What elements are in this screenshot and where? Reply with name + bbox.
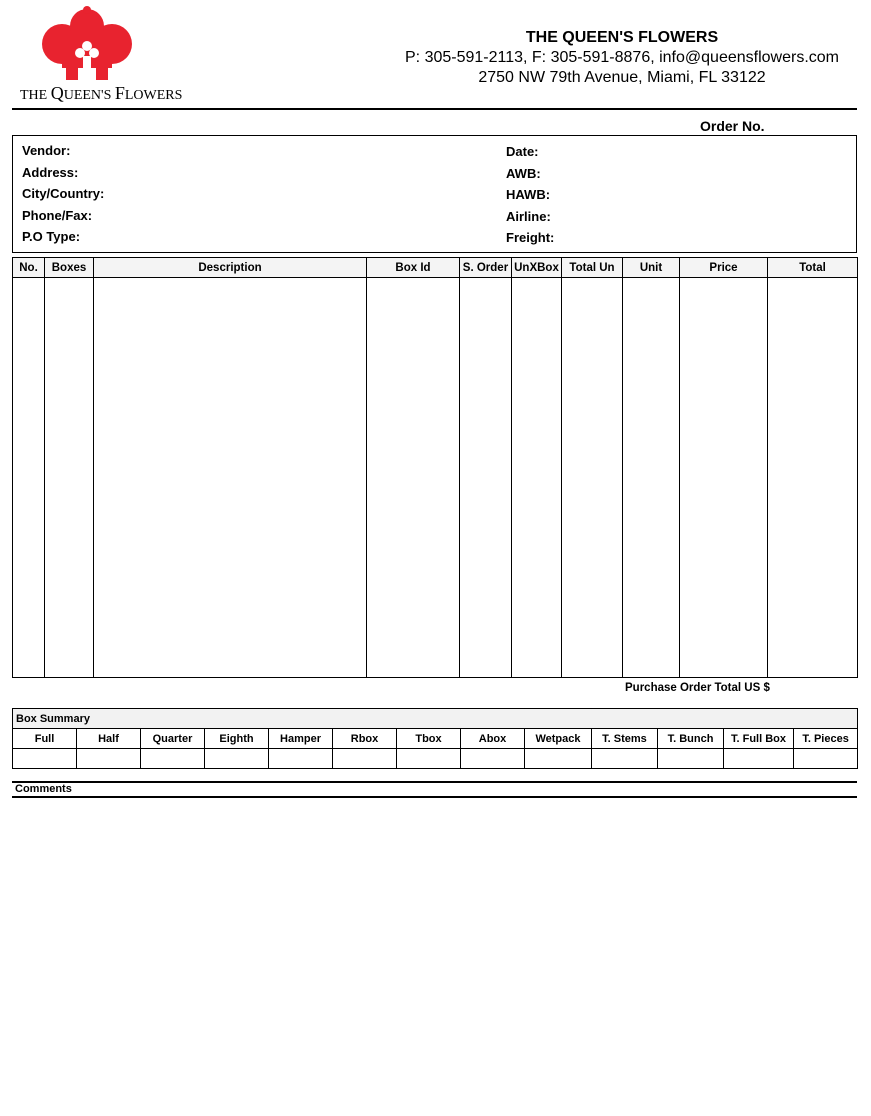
cell-boxes[interactable] bbox=[45, 278, 94, 678]
box-summary-table bbox=[12, 708, 858, 769]
company-logo bbox=[20, 6, 183, 104]
cell-price[interactable] bbox=[680, 278, 768, 678]
comments-label: Comments bbox=[15, 783, 72, 795]
summary-header-t-pieces: T. Pieces bbox=[794, 729, 858, 749]
summary-cell-tbox[interactable] bbox=[397, 749, 461, 769]
summary-header-tbox: Tbox bbox=[397, 729, 461, 749]
address-label: Address: bbox=[22, 165, 79, 180]
summary-cell-hamper[interactable] bbox=[269, 749, 333, 769]
airline-label: Airline: bbox=[506, 209, 551, 224]
box-summary-header-row bbox=[13, 729, 858, 749]
date-label: Date: bbox=[506, 144, 539, 159]
summary-header-half: Half bbox=[77, 729, 141, 749]
summary-cell-quarter[interactable] bbox=[141, 749, 205, 769]
summary-header-rbox: Rbox bbox=[333, 729, 397, 749]
po-type-label: P.O Type: bbox=[22, 229, 81, 244]
freight-label: Freight: bbox=[506, 230, 555, 245]
cell-unit[interactable] bbox=[623, 278, 680, 678]
summary-cell-t-pieces[interactable] bbox=[794, 749, 858, 769]
summary-cell-t-full-box[interactable] bbox=[724, 749, 794, 769]
cell-no[interactable] bbox=[13, 278, 45, 678]
summary-header-abox: Abox bbox=[461, 729, 525, 749]
box-summary-caption-row bbox=[13, 709, 858, 729]
logo-wordmark: THE QUEEN'S FLOWERS bbox=[20, 83, 183, 103]
company-address: 2750 NW 79th Avenue, Miami, FL 33122 bbox=[478, 69, 766, 86]
order-number-label: Order No. bbox=[700, 118, 765, 134]
box-summary-caption: Box Summary bbox=[13, 709, 858, 729]
items-header-row bbox=[13, 258, 858, 278]
cell-description[interactable] bbox=[94, 278, 367, 678]
col-header-total-un: Total Un bbox=[562, 258, 623, 278]
summary-header-t-bunch: T. Bunch bbox=[658, 729, 724, 749]
summary-cell-abox[interactable] bbox=[461, 749, 525, 769]
col-header-unxbox: UnXBox bbox=[512, 258, 562, 278]
phone-fax-label: Phone/Fax: bbox=[22, 208, 93, 223]
company-name: THE QUEEN'S FLOWERS bbox=[525, 29, 719, 46]
cell-total[interactable] bbox=[768, 278, 858, 678]
flower-logo-icon bbox=[42, 6, 136, 82]
summary-header-quarter: Quarter bbox=[141, 729, 205, 749]
cell-s-order[interactable] bbox=[460, 278, 512, 678]
cell-box-id[interactable] bbox=[367, 278, 460, 678]
summary-cell-full[interactable] bbox=[13, 749, 77, 769]
summary-header-t-full-box: T. Full Box bbox=[724, 729, 794, 749]
summary-cell-eighth[interactable] bbox=[205, 749, 269, 769]
cell-unxbox[interactable] bbox=[512, 278, 562, 678]
line-items-table bbox=[12, 257, 858, 678]
header-divider bbox=[12, 108, 857, 110]
summary-header-t-stems: T. Stems bbox=[592, 729, 658, 749]
summary-header-full: Full bbox=[13, 729, 77, 749]
col-header-s-order: S. Order bbox=[460, 258, 512, 278]
summary-cell-t-stems[interactable] bbox=[592, 749, 658, 769]
company-contact: P: 305-591-2113, F: 305-591-8876, info@queensflowers.com bbox=[405, 49, 839, 66]
col-header-price: Price bbox=[680, 258, 768, 278]
items-body-row bbox=[13, 278, 858, 678]
comments-bottom-rule bbox=[12, 796, 857, 798]
col-header-description: Description bbox=[94, 258, 367, 278]
comments-top-rule bbox=[12, 781, 857, 783]
vendor-label: Vendor: bbox=[22, 143, 71, 158]
awb-label: AWB: bbox=[506, 166, 541, 181]
summary-cell-half[interactable] bbox=[77, 749, 141, 769]
summary-header-wetpack: Wetpack bbox=[525, 729, 592, 749]
summary-cell-rbox[interactable] bbox=[333, 749, 397, 769]
city-country-label: City/Country: bbox=[22, 186, 105, 201]
hawb-label: HAWB: bbox=[506, 187, 551, 202]
col-header-no: No. bbox=[13, 258, 45, 278]
col-header-box-id: Box Id bbox=[367, 258, 460, 278]
vendor-info-box bbox=[12, 135, 857, 253]
summary-header-eighth: Eighth bbox=[205, 729, 269, 749]
summary-cell-wetpack[interactable] bbox=[525, 749, 592, 769]
box-summary-value-row bbox=[13, 749, 858, 769]
col-header-total: Total bbox=[768, 258, 858, 278]
summary-header-hamper: Hamper bbox=[269, 729, 333, 749]
summary-cell-t-bunch[interactable] bbox=[658, 749, 724, 769]
company-info bbox=[380, 28, 864, 88]
cell-total-un[interactable] bbox=[562, 278, 623, 678]
col-header-unit: Unit bbox=[623, 258, 680, 278]
purchase-order-total-label: Purchase Order Total US $ bbox=[625, 682, 770, 694]
col-header-boxes: Boxes bbox=[45, 258, 94, 278]
